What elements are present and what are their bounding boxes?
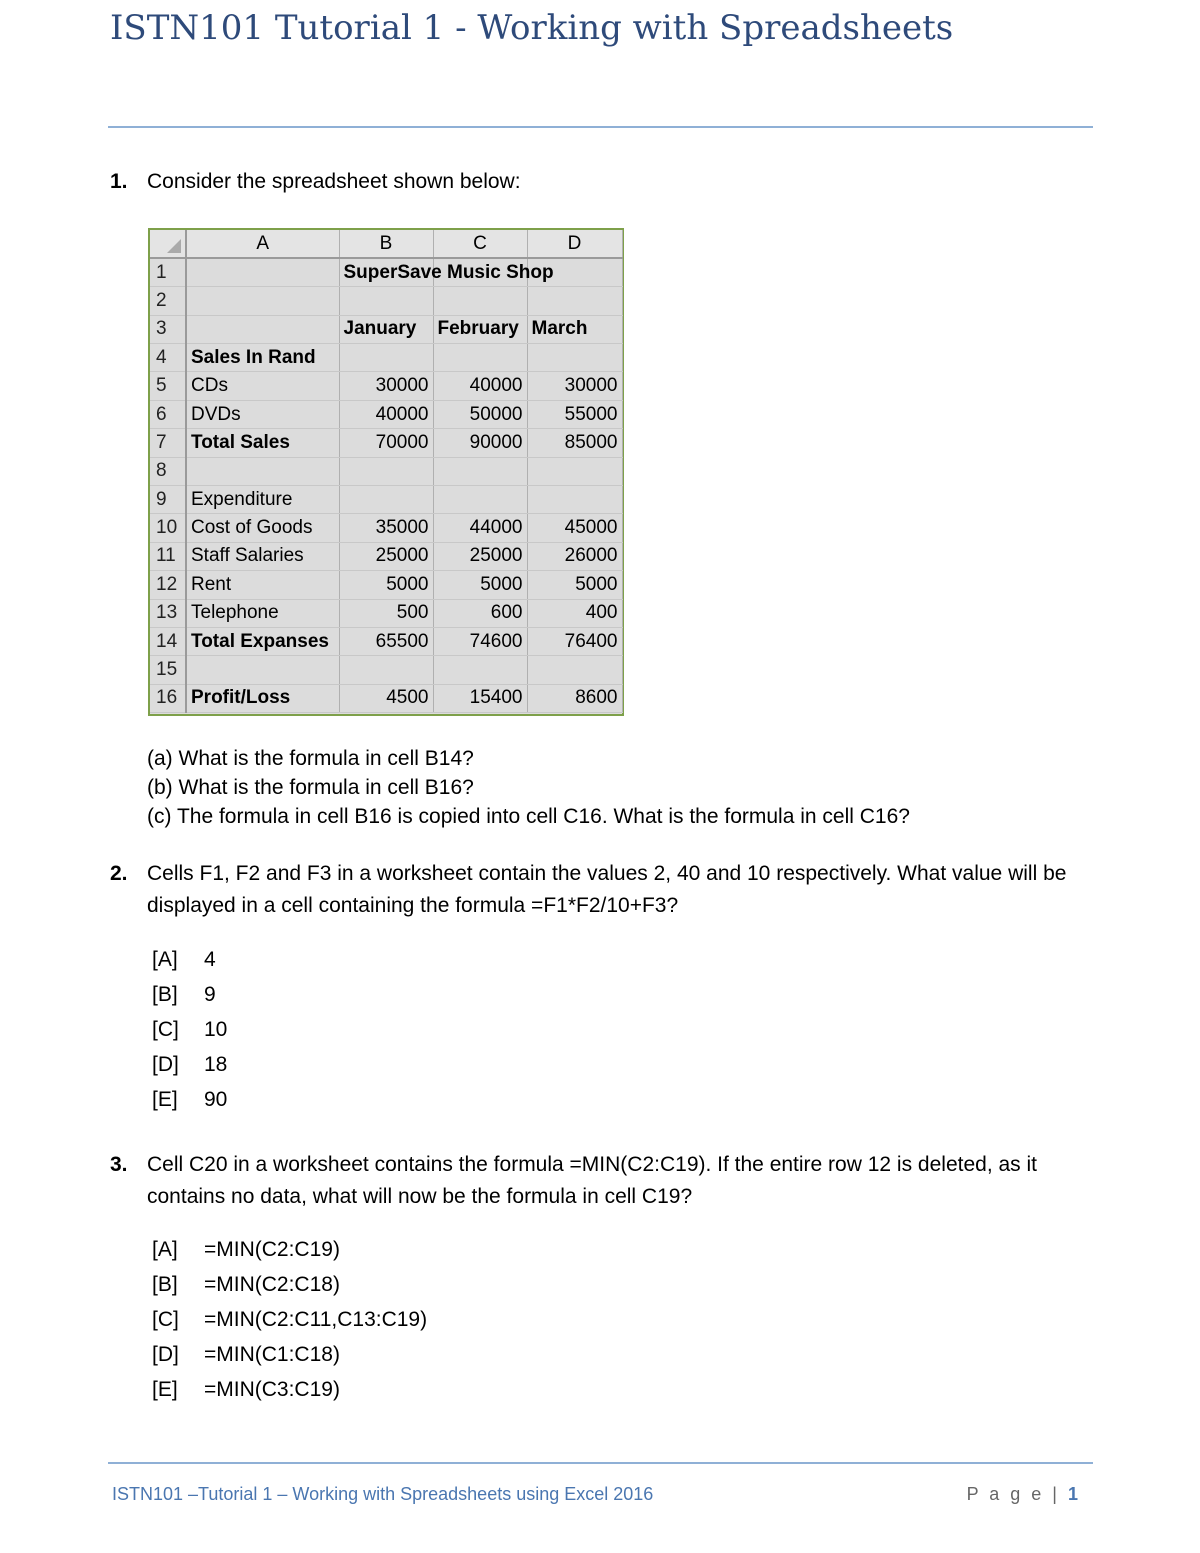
cell-b: 70000 (339, 429, 433, 457)
row-header: 14 (150, 627, 186, 655)
sheet-row (150, 656, 622, 684)
cell-d: 8600 (527, 684, 622, 712)
row-header: 7 (150, 429, 186, 457)
answer-option (152, 1372, 340, 1407)
cell-b: 25000 (339, 542, 433, 570)
cell-b: 5000 (339, 571, 433, 599)
option-value: =MIN(C2:C11,C13:C19) (204, 1308, 428, 1331)
footer-text: ISTN101 –Tutorial 1 – Working with Spreadsheets using Excel 2016 (112, 1484, 654, 1504)
option-letter: [B] (152, 983, 178, 1006)
cell-c: 90000 (433, 429, 527, 457)
cell-c: 40000 (433, 372, 527, 400)
cell-a (186, 656, 339, 684)
question-number: 2. (110, 862, 128, 885)
cell-d (527, 287, 622, 315)
cell-d: 400 (527, 599, 622, 627)
answer-option (152, 977, 216, 1012)
sheet-row (150, 684, 622, 712)
option-letter: [B] (152, 1273, 178, 1296)
row-header: 13 (150, 599, 186, 627)
cell-b: 30000 (339, 372, 433, 400)
question-text: Consider the spreadsheet shown below: (147, 170, 521, 193)
sheet-row (150, 486, 622, 514)
question-text: Cells F1, F2 and F3 in a worksheet contain the values 2, 40 and 10 respectively. What value will be displayed in a cell containing the formula =F1*F2/10+F3? (147, 862, 1067, 917)
cell-c (433, 344, 527, 372)
cell-b (339, 287, 433, 315)
sheet-row (150, 287, 622, 315)
cell-d: 76400 (527, 627, 622, 655)
header-rule (108, 126, 1093, 128)
cell-a: Staff Salaries (186, 542, 339, 570)
option-value: =MIN(C2:C18) (204, 1273, 340, 1296)
cell-d: 5000 (527, 571, 622, 599)
cell-d: 45000 (527, 514, 622, 542)
row-header: 11 (150, 542, 186, 570)
cell-b: 35000 (339, 514, 433, 542)
column-header: C (433, 230, 527, 258)
cell-d: March (527, 315, 622, 343)
answer-option (152, 1337, 340, 1372)
cell-d: 85000 (527, 429, 622, 457)
option-value: =MIN(C3:C19) (204, 1378, 340, 1401)
cell-a: Rent (186, 571, 339, 599)
page-indicator (967, 1484, 1078, 1505)
row-header: 8 (150, 457, 186, 485)
cell-c (433, 287, 527, 315)
sheet-row (150, 315, 622, 343)
cell-c: February (433, 315, 527, 343)
row-header: 6 (150, 400, 186, 428)
option-value: 18 (204, 1053, 228, 1076)
option-value: 10 (204, 1018, 228, 1041)
cell-c: 15400 (433, 684, 527, 712)
sheet-row (150, 542, 622, 570)
page-number: 1 (1067, 1484, 1078, 1504)
cell-a (186, 457, 339, 485)
option-letter: [C] (152, 1018, 179, 1041)
cell-a: CDs (186, 372, 339, 400)
question-number: 1. (110, 170, 128, 193)
option-value: =MIN(C1:C18) (204, 1343, 340, 1366)
cell-d: 26000 (527, 542, 622, 570)
answer-option (152, 942, 216, 977)
cell-a: Total Expanses (186, 627, 339, 655)
column-header-row (150, 230, 622, 258)
row-header: 15 (150, 656, 186, 684)
option-letter: [A] (152, 948, 178, 971)
row-header: 10 (150, 514, 186, 542)
option-value: 90 (204, 1088, 228, 1111)
cell-c: 44000 (433, 514, 527, 542)
footer-rule (108, 1462, 1093, 1464)
option-value: 4 (204, 948, 216, 971)
row-header: 2 (150, 287, 186, 315)
spreadsheet-image (148, 228, 624, 716)
row-header: 5 (150, 372, 186, 400)
cell-a: Sales In Rand (186, 344, 339, 372)
cell-b: 40000 (339, 400, 433, 428)
row-header: 12 (150, 571, 186, 599)
answer-option (152, 1232, 340, 1267)
cell-d (527, 344, 622, 372)
cell-c (433, 457, 527, 485)
cell-a: Expenditure (186, 486, 339, 514)
option-value: =MIN(C2:C19) (204, 1238, 340, 1261)
row-header: 4 (150, 344, 186, 372)
answer-option (152, 1302, 427, 1337)
cell-d: 30000 (527, 372, 622, 400)
cell-c: 74600 (433, 627, 527, 655)
page-label: P a g e | (966, 1484, 1060, 1504)
cell-b: 65500 (339, 627, 433, 655)
subquestion: (c) The formula in cell B16 is copied into cell C16. What is the formula in cell C16? (147, 805, 910, 828)
cell-b (339, 486, 433, 514)
cell-a: Cost of Goods (186, 514, 339, 542)
cell-a: Total Sales (186, 429, 339, 457)
row-header: 16 (150, 684, 186, 712)
row-header: 3 (150, 315, 186, 343)
column-header: D (527, 230, 622, 258)
sheet-row (150, 400, 622, 428)
option-value: 9 (204, 983, 216, 1006)
cell-b (339, 344, 433, 372)
sheet-row (150, 627, 622, 655)
option-letter: [A] (152, 1238, 178, 1261)
cell-c: 600 (433, 599, 527, 627)
row-header: 9 (150, 486, 186, 514)
cell-b: 4500 (339, 684, 433, 712)
cell-c: 25000 (433, 542, 527, 570)
option-letter: [D] (152, 1053, 179, 1076)
cell-c (433, 656, 527, 684)
question-number: 3. (110, 1153, 128, 1176)
answer-option (152, 1012, 227, 1047)
sheet-row (150, 457, 622, 485)
cell-b (339, 457, 433, 485)
subquestion: (a) What is the formula in cell B14? (147, 747, 474, 770)
sheet-row (150, 599, 622, 627)
document-title: ISTN101 Tutorial 1 - Working with Spreadsheets (110, 8, 954, 48)
cell-d (527, 457, 622, 485)
cell-a: Telephone (186, 599, 339, 627)
option-letter: [E] (152, 1378, 178, 1401)
question-text: Cell C20 in a worksheet contains the formula =MIN(C2:C19). If the entire row 12 is deleted, as it contains no data, what will now be the formula in cell C19? (147, 1153, 1037, 1208)
cell-c: 50000 (433, 400, 527, 428)
spreadsheet-table (150, 230, 623, 713)
sheet-row (150, 429, 622, 457)
select-all-corner (150, 230, 186, 258)
sheet-row (150, 372, 622, 400)
cell-b: SuperSave Music Shop (339, 258, 433, 286)
sheet-row (150, 571, 622, 599)
option-letter: [E] (152, 1088, 178, 1111)
sheet-row (150, 258, 622, 286)
cell-a (186, 315, 339, 343)
option-letter: [D] (152, 1343, 179, 1366)
column-header: B (339, 230, 433, 258)
answer-option (152, 1082, 227, 1117)
answer-option (152, 1267, 340, 1302)
cell-b: 500 (339, 599, 433, 627)
sheet-row (150, 514, 622, 542)
cell-a (186, 258, 339, 286)
cell-a: DVDs (186, 400, 339, 428)
cell-a: Profit/Loss (186, 684, 339, 712)
cell-d (527, 656, 622, 684)
sheet-row (150, 344, 622, 372)
cell-a (186, 287, 339, 315)
cell-b (339, 656, 433, 684)
cell-b: January (339, 315, 433, 343)
cell-c (433, 486, 527, 514)
subquestion: (b) What is the formula in cell B16? (147, 776, 474, 799)
option-letter: [C] (152, 1308, 179, 1331)
column-header: A (186, 230, 339, 258)
cell-d (527, 486, 622, 514)
row-header: 1 (150, 258, 186, 286)
cell-d: 55000 (527, 400, 622, 428)
answer-option (152, 1047, 227, 1082)
cell-c: 5000 (433, 571, 527, 599)
